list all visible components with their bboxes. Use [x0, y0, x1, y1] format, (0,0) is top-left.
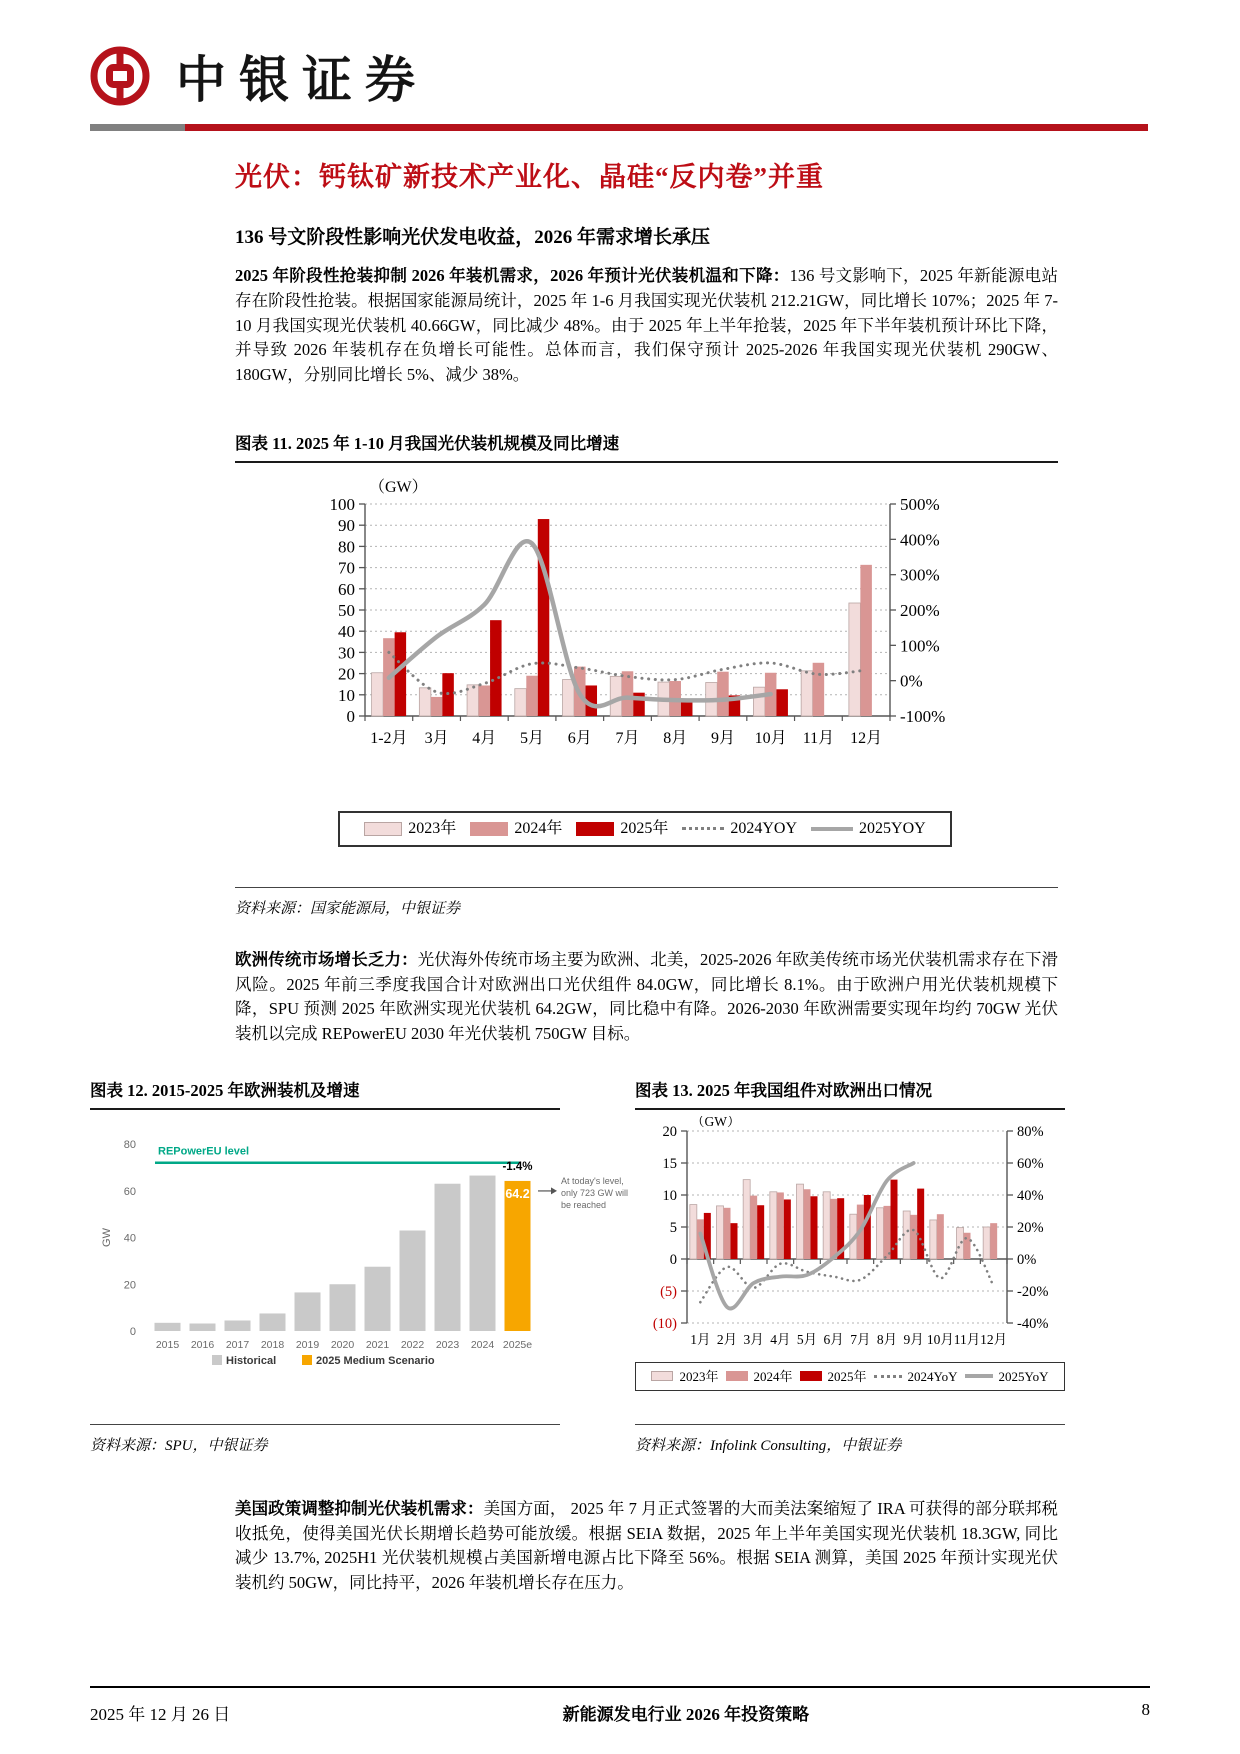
svg-text:500%: 500%: [900, 494, 940, 514]
svg-text:60: 60: [123, 1185, 136, 1198]
svg-text:40: 40: [338, 621, 355, 641]
svg-text:only 723 GW will: only 723 GW will: [561, 1187, 629, 1198]
paragraph-europe-market-lead: 欧洲传统市场增长乏力：: [235, 949, 418, 969]
svg-text:2020: 2020: [330, 1338, 355, 1351]
paragraph-china-demand: [235, 264, 1058, 388]
boc-logo-icon: [88, 44, 152, 108]
figure-12: [90, 1077, 629, 1455]
svg-text:0%: 0%: [900, 671, 923, 691]
svg-text:20%: 20%: [1017, 1219, 1044, 1236]
svg-text:2017: 2017: [225, 1338, 250, 1351]
svg-text:2025e: 2025e: [502, 1338, 533, 1351]
legend-line-2024YoY: [874, 1375, 902, 1378]
svg-text:6月: 6月: [567, 729, 592, 747]
legend-item-2024YoY: [874, 1370, 958, 1383]
legend-label: 2023年: [408, 819, 457, 837]
legend-label: 2024YoY: [907, 1368, 958, 1384]
svg-text:(10): (10): [652, 1315, 677, 1332]
legend-item-2024YOY: [682, 821, 797, 837]
svg-text:300%: 300%: [900, 565, 940, 585]
header-rule-gray: [90, 124, 185, 131]
legend-label: 2024年: [514, 819, 563, 837]
paragraph-china-demand-lead: 2025 年阶段性抢装抑制 2026 年装机需求，2026 年预计光伏装机温和下降：: [235, 266, 790, 285]
page-footer: [90, 1686, 1150, 1725]
page-title: 光伏：钙钛矿新技术产业化、晶硅“反内卷”并重: [235, 162, 824, 192]
svg-text:90: 90: [338, 515, 355, 535]
svg-text:400%: 400%: [900, 530, 940, 550]
svg-text:2025 Medium Scenario: 2025 Medium Scenario: [316, 1354, 435, 1367]
figure-13-legend: [635, 1362, 1065, 1391]
paragraph-europe-market: [235, 948, 1058, 1047]
svg-text:2016: 2016: [190, 1338, 215, 1351]
svg-text:0: 0: [129, 1325, 136, 1338]
svg-text:7月: 7月: [615, 729, 640, 747]
figure-11-source: 资料来源：国家能源局，中银证券: [235, 887, 1058, 918]
svg-text:80%: 80%: [1017, 1123, 1044, 1140]
svg-text:1-2月: 1-2月: [370, 729, 408, 747]
svg-text:8月: 8月: [663, 729, 688, 747]
main-column-bottom: [235, 1497, 1058, 1596]
legend-swatch-2025年: [800, 1371, 822, 1381]
svg-text:0%: 0%: [1017, 1251, 1037, 1268]
legend-swatch-2025年: [576, 822, 614, 836]
svg-text:0: 0: [346, 706, 355, 726]
svg-text:3月: 3月: [424, 729, 449, 747]
legend-label: 2025YOY: [859, 819, 926, 837]
legend-item-2025年: [576, 821, 668, 837]
svg-text:2015: 2015: [155, 1338, 180, 1351]
svg-text:10月: 10月: [926, 1331, 954, 1347]
paragraph-us-policy-text: 美国方面， 2025 年 7 月正式签署的大而美法案缩短了 IRA 可获得的部分联邦税收抵免，使得美国光伏长期增长趋势可能放缓。根据 SEIA 数据，2025 年上半年美国实现光伏装机 18.3GW, 同比减少 13.7%, 2025H1 光伏装机规模占美国新增电源占比下降至 56%。根据 SEIA 测算，美国 2025 年预计实现光伏装机约 50GW，同比持平，2026 年装机增长存在压力。: [235, 1498, 1059, 1592]
paragraph-china-demand-text: 136 号文影响下，2025 年新能源电站存在阶段性抢装。根据国家能源局统计，2025 年 1-6 月我国实现光伏装机 212.21GW，同比增长 107%；2025 年 7-10 月我国实现光伏装机 40.66GW，同比减少 48%。由于 2025 年上半年抢装，2025 年下半年装机预计环比下降，并导致 2026 年装机存在负增长可能性。总体而言，我们保守预计 2025-2026 年我国实现光伏装机 290GW、180GW，分别同比增长 5%、减少 38%。: [235, 266, 1059, 384]
svg-text:At today's level,: At today's level,: [561, 1175, 624, 1186]
svg-text:11月: 11月: [953, 1331, 981, 1347]
svg-text:5月: 5月: [520, 729, 545, 747]
svg-text:100%: 100%: [900, 636, 940, 656]
svg-text:2019: 2019: [295, 1338, 320, 1351]
legend-swatch-2023年: [651, 1371, 673, 1381]
svg-text:12月: 12月: [850, 729, 883, 747]
figure-12-chart: [90, 1110, 629, 1374]
figure-11-chart: [235, 463, 1058, 761]
legend-label: 2025YoY: [998, 1368, 1049, 1384]
svg-text:2月: 2月: [716, 1331, 738, 1347]
svg-text:11月: 11月: [802, 729, 835, 747]
svg-text:60%: 60%: [1017, 1155, 1044, 1172]
svg-text:-20%: -20%: [1017, 1283, 1049, 1300]
header-rule: [90, 124, 1148, 131]
brand-name: 中银证券: [176, 52, 428, 108]
header-rule-red: [185, 124, 1148, 131]
figure-12-source: 资料来源：SPU，中银证券: [90, 1424, 560, 1455]
svg-text:4月: 4月: [472, 729, 497, 747]
figure-11-title: 图表 11. 2025 年 1-10 月我国光伏装机规模及同比增速: [235, 430, 1058, 463]
fig12-svg: [90, 1116, 635, 1374]
figure-11: [235, 430, 1058, 918]
svg-text:（GW）: （GW）: [369, 478, 428, 496]
paragraph-us-policy: [235, 1497, 1058, 1596]
paragraph-europe-market-text: 光伏海外传统市场主要为欧洲、北美，2025-2026 年欧美传统市场光伏装机需求存在下滑风险。2025 年前三季度我国合计对欧洲出口光伏组件 84.0GW，同比增长 8.1%。由于欧洲户用光伏装机规模下降，SPU 预测 2025 年欧洲实现光伏装机 64.2GW，同比稳中有降。2026-2030 年欧洲需要实现年均约 70GW 光伏装机以完成 REPowerEU 2030 年光伏装机 750GW 目标。: [235, 949, 1059, 1043]
legend-line-2025YoY: [965, 1374, 993, 1378]
svg-text:80: 80: [338, 537, 355, 557]
svg-text:0: 0: [669, 1251, 677, 1268]
figure-11-legend: [338, 811, 952, 847]
legend-item-2025YOY: [811, 821, 926, 837]
svg-text:6月: 6月: [823, 1331, 844, 1347]
legend-label: 2023年: [679, 1368, 719, 1384]
svg-text:80: 80: [123, 1138, 136, 1151]
svg-text:40: 40: [123, 1232, 136, 1245]
legend-label: 2024年: [753, 1368, 793, 1384]
svg-text:64.2: 64.2: [505, 1186, 530, 1201]
svg-text:-100%: -100%: [900, 706, 946, 726]
svg-text:REPowerEU level: REPowerEU level: [158, 1145, 250, 1158]
svg-text:2018: 2018: [260, 1338, 285, 1351]
svg-text:2021: 2021: [365, 1338, 390, 1351]
legend-item-2025年: [800, 1370, 867, 1383]
svg-text:20: 20: [338, 664, 355, 684]
figure-13-chart: [635, 1110, 1065, 1354]
legend-line-2024YOY: [682, 827, 724, 830]
svg-text:3月: 3月: [743, 1331, 764, 1347]
svg-text:（GW）: （GW）: [691, 1115, 741, 1129]
svg-text:50: 50: [338, 600, 355, 620]
section-heading: 136 号文阶段性影响光伏发电收益，2026 年需求增长承压: [235, 227, 711, 248]
svg-text:GW: GW: [101, 1227, 113, 1247]
svg-text:100: 100: [329, 494, 355, 514]
main-column: [235, 155, 1058, 1047]
svg-text:20: 20: [662, 1123, 677, 1140]
svg-text:5: 5: [669, 1219, 677, 1236]
report-header: [0, 0, 1240, 131]
legend-label: 2025年: [620, 819, 669, 837]
legend-item-2024年: [726, 1370, 793, 1383]
legend-item-2023年: [364, 821, 456, 837]
svg-text:5月: 5月: [796, 1331, 818, 1347]
svg-text:7月: 7月: [850, 1331, 871, 1347]
svg-text:40%: 40%: [1017, 1187, 1044, 1204]
fig13-svg: [635, 1116, 1065, 1354]
legend-swatch-2023年: [364, 822, 402, 836]
svg-text:9月: 9月: [710, 729, 735, 747]
svg-text:1月: 1月: [690, 1331, 711, 1347]
svg-text:2024: 2024: [470, 1338, 495, 1351]
legend-item-2024年: [470, 821, 562, 837]
svg-text:2022: 2022: [400, 1338, 425, 1351]
footer-page-number: 8: [1141, 1700, 1150, 1719]
svg-text:-40%: -40%: [1017, 1315, 1049, 1332]
figure-13-title: 图表 13. 2025 年我国组件对欧洲出口情况: [635, 1077, 1065, 1110]
svg-text:20: 20: [123, 1279, 136, 1291]
footer-doc-title: 新能源发电行业 2026 年投资策略: [562, 1705, 810, 1724]
svg-text:12月: 12月: [980, 1331, 1008, 1347]
svg-text:4月: 4月: [770, 1331, 791, 1347]
legend-swatch-2024年: [726, 1371, 748, 1381]
svg-text:9月: 9月: [903, 1331, 924, 1347]
legend-line-2025YOY: [811, 827, 853, 831]
figure-row: [90, 1077, 1150, 1455]
svg-text:8月: 8月: [876, 1331, 898, 1347]
svg-text:30: 30: [338, 643, 355, 663]
legend-swatch-2024年: [470, 822, 508, 836]
svg-text:10月: 10月: [754, 729, 787, 747]
paragraph-us-policy-lead: 美国政策调整抑制光伏装机需求：: [235, 1498, 484, 1518]
figure-12-title: 图表 12. 2015-2025 年欧洲装机及增速: [90, 1077, 560, 1110]
legend-item-2025YoY: [965, 1370, 1049, 1383]
legend-label: 2025年: [827, 1368, 867, 1384]
figure-13: [635, 1077, 1065, 1455]
svg-text:2023: 2023: [435, 1338, 460, 1351]
footer-date: 2025 年 12 月 26 日: [90, 1705, 231, 1724]
svg-text:70: 70: [338, 558, 355, 578]
svg-text:-1.4%: -1.4%: [502, 1160, 533, 1173]
fig11-svg: [235, 469, 1058, 761]
svg-text:60: 60: [338, 579, 355, 599]
svg-text:10: 10: [338, 685, 355, 705]
legend-item-2023年: [651, 1370, 718, 1383]
svg-text:be reached: be reached: [561, 1199, 607, 1210]
svg-text:15: 15: [662, 1155, 677, 1172]
svg-text:(5): (5): [660, 1283, 677, 1300]
svg-text:200%: 200%: [900, 600, 940, 620]
svg-text:Historical: Historical: [226, 1354, 277, 1367]
brand-row: [0, 0, 1240, 112]
figure-13-source: 资料来源：Infolink Consulting，中银证券: [635, 1424, 1065, 1455]
svg-text:10: 10: [662, 1187, 677, 1204]
legend-label: 2024YOY: [730, 819, 798, 837]
